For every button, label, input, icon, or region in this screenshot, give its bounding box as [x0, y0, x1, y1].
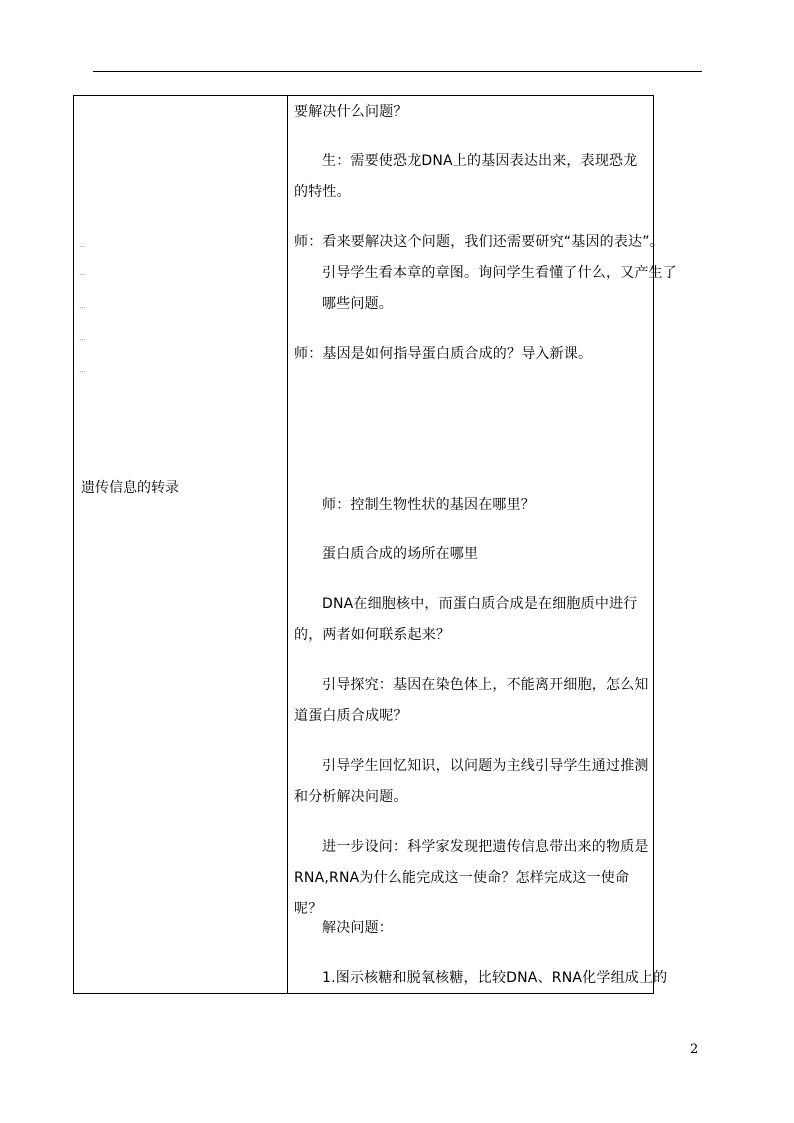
margin-mark: …	[79, 334, 86, 342]
paragraph-gene-location: 师：控制生物性状的基因在哪里？	[322, 497, 535, 513]
section-label: 遗传信息的转录	[81, 480, 179, 496]
margin-mark: …	[79, 269, 86, 277]
paragraph-solve: 解决问题：	[322, 920, 393, 936]
column-divider	[287, 96, 288, 993]
margin-mark: …	[79, 302, 86, 310]
header-rule	[93, 71, 702, 72]
lesson-table	[73, 95, 677, 994]
paragraph-teacher-intro: 师：看来要解决这个问题，我们还需要研究“基因的表达”。引导学生看本章的章图。询问学生看懂了什么，又产生了哪些问题。	[294, 234, 677, 312]
paragraph-further-question: 进一步设问：科学家发现把遗传信息带出来的物质是RNA,RNA为什么能完成这一使命？怎样完成这一使命呢？	[294, 839, 649, 917]
margin-mark: …	[79, 241, 86, 249]
paragraph-question: 要解决什么问题？	[294, 104, 408, 120]
paragraph-recall: 引导学生回忆知识，以问题为主线引导学生通过推测和分析解决问题。	[294, 758, 649, 805]
paragraph-teacher-new-lesson: 师：基因是如何指导蛋白质合成的？导入新课。	[294, 346, 593, 362]
paragraph-dna-nucleus: DNA在细胞核中，而蛋白质合成是在细胞质中进行的，两者如何联系起来？	[294, 596, 638, 643]
paragraph-step-1: 1.图示核糖和脱氧核糖，比较DNA、RNA化学组成上的	[322, 970, 668, 986]
margin-mark: …	[79, 366, 86, 374]
paragraph-guided-inquiry: 引导探究：基因在染色体上，不能离开细胞，怎么知道蛋白质合成呢？	[294, 677, 649, 724]
page-number: 2	[690, 1042, 699, 1057]
paragraph-student-answer: 生：需要使恐龙DNA上的基因表达出来，表现恐龙的特性。	[294, 153, 638, 200]
paragraph-protein-site: 蛋白质合成的场所在哪里	[322, 546, 479, 562]
